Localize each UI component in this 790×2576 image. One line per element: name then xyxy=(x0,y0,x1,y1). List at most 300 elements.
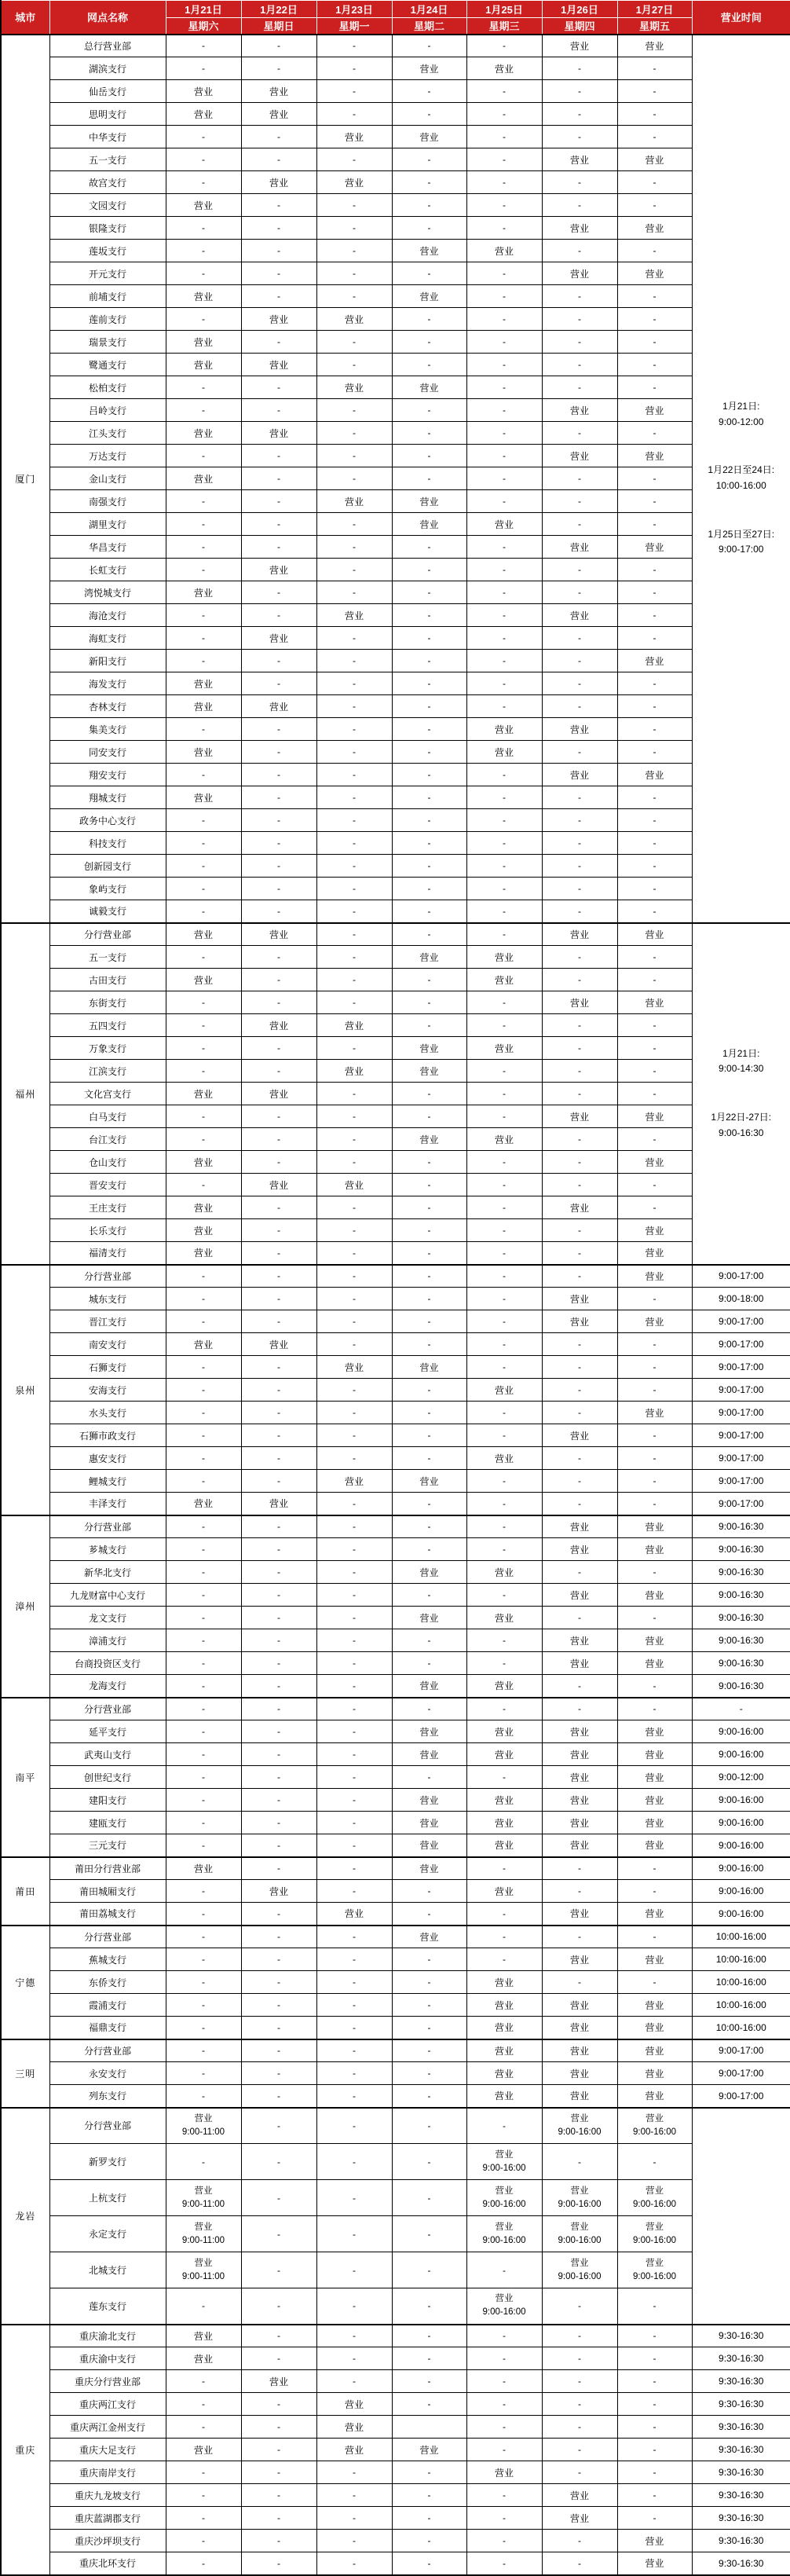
day-status-cell xyxy=(617,2216,692,2252)
day-status-cell: - xyxy=(166,2461,241,2484)
day-status-cell: - xyxy=(542,855,617,878)
table-row xyxy=(1,1584,790,1607)
day-status-cell: - xyxy=(241,718,316,741)
table-row xyxy=(1,1242,790,1265)
hours-cell: 10:00-16:00 xyxy=(692,1994,790,2017)
day-status-cell: 营业 xyxy=(316,604,392,627)
day-status-cell: 营业 xyxy=(617,1538,692,1561)
day-status-cell: - xyxy=(392,581,466,604)
table-row xyxy=(1,2416,790,2439)
day-status-cell: - xyxy=(316,1493,392,1515)
day-status-cell: 营业 xyxy=(241,1333,316,1356)
day-status-cell: - xyxy=(617,1447,692,1470)
status-line: 营业 xyxy=(166,2186,241,2197)
branch-name-cell: 建阳支行 xyxy=(49,1789,166,1812)
day-status-cell: 营业 xyxy=(166,1242,241,1265)
day-status-cell: - xyxy=(166,35,241,57)
day-status-cell: - xyxy=(166,2370,241,2393)
day-status-cell: - xyxy=(542,467,617,490)
branch-name-cell: 王庄支行 xyxy=(49,1196,166,1219)
day-status-cell: - xyxy=(166,1720,241,1743)
day-status-cell: 营业 xyxy=(617,262,692,285)
table-row xyxy=(1,445,790,467)
day-status-cell: - xyxy=(241,2461,316,2484)
day-status-cell: - xyxy=(392,103,466,126)
hours-line: 1月21日: xyxy=(719,1048,763,1061)
day-status-cell: - xyxy=(617,1083,692,1105)
table-row xyxy=(1,1447,790,1470)
day-status-cell: - xyxy=(466,148,542,171)
day-status-cell: - xyxy=(466,1470,542,1493)
status-line: 营业 xyxy=(543,2222,617,2233)
day-status-cell: - xyxy=(166,1105,241,1128)
day-status-cell: 营业 xyxy=(617,2039,692,2062)
table-row xyxy=(1,1333,790,1356)
day-status-cell: 营业 xyxy=(166,1151,241,1174)
branch-name-cell: 永定支行 xyxy=(49,2216,166,2252)
hours-cell: 9:00-17:00 xyxy=(692,1265,790,1288)
branch-name-cell: 重庆大足支行 xyxy=(49,2439,166,2461)
day-status-cell: 营业 xyxy=(542,1584,617,1607)
day-status-cell: - xyxy=(166,650,241,672)
branch-name-cell: 江头支行 xyxy=(49,422,166,445)
day-status-cell: 营业 xyxy=(617,923,692,946)
day-status-cell: - xyxy=(316,1242,392,1265)
day-status-cell: - xyxy=(166,2393,241,2416)
day-status-cell: - xyxy=(316,1083,392,1105)
day-status-cell: 营业 xyxy=(166,422,241,445)
day-status-cell: 营业 xyxy=(542,148,617,171)
day-status-cell: 营业 xyxy=(617,217,692,240)
day-status-cell: - xyxy=(542,2144,617,2180)
day-status-cell: 营业 xyxy=(617,2552,692,2575)
day-status-cell: - xyxy=(466,445,542,467)
day-status-cell: 营业 xyxy=(316,2439,392,2461)
table-row xyxy=(1,2439,790,2461)
day-status-cell: - xyxy=(241,2393,316,2416)
day-status-cell: - xyxy=(166,513,241,536)
day-status-cell: 营业 xyxy=(466,718,542,741)
day-status-cell: - xyxy=(316,1288,392,1310)
day-status-cell: - xyxy=(617,969,692,991)
branch-name-cell: 上杭支行 xyxy=(49,2180,166,2216)
day-status-cell: - xyxy=(316,2180,392,2216)
day-status-cell: - xyxy=(466,650,542,672)
table-row xyxy=(1,1652,790,1675)
day-status-cell: - xyxy=(166,1402,241,1424)
day-status-cell: - xyxy=(392,1994,466,2017)
day-status-cell: - xyxy=(316,969,392,991)
day-status-cell: - xyxy=(542,376,617,399)
table-row xyxy=(1,1834,790,1857)
table-row xyxy=(1,786,790,809)
day-status-cell: - xyxy=(542,1675,617,1698)
status-line: 营业 xyxy=(618,2186,692,2197)
day-status-cell: - xyxy=(392,786,466,809)
table-row xyxy=(1,513,790,536)
day-status-cell: - xyxy=(316,1128,392,1151)
table-row xyxy=(1,240,790,262)
day-status-cell: - xyxy=(166,900,241,923)
day-status-cell: - xyxy=(617,2461,692,2484)
hours-cell: 10:00-16:00 xyxy=(692,2017,790,2039)
table-row xyxy=(1,2461,790,2484)
day-status-cell: - xyxy=(392,2461,466,2484)
day-status-cell: 营业 xyxy=(466,240,542,262)
city-cell: 漳州 xyxy=(1,1515,49,1698)
day-status-cell: - xyxy=(542,1447,617,1470)
day-status-cell: - xyxy=(166,2085,241,2108)
table-row xyxy=(1,1151,790,1174)
day-status-cell: - xyxy=(241,1857,316,1880)
day-status-cell: - xyxy=(392,1698,466,1720)
day-status-cell: - xyxy=(392,2144,466,2180)
day-status-cell: - xyxy=(241,513,316,536)
day-status-cell: - xyxy=(166,1789,241,1812)
hours-block xyxy=(711,1112,771,1139)
day-status-cell: 营业 xyxy=(392,1675,466,1698)
day-status-cell: - xyxy=(542,559,617,581)
day-status-cell: - xyxy=(166,1948,241,1971)
header-row-dates xyxy=(1,1,790,18)
day-status-cell: - xyxy=(166,217,241,240)
branch-name-cell: 南强支行 xyxy=(49,490,166,513)
day-status-cell: 营业 xyxy=(166,80,241,103)
day-status-cell: - xyxy=(316,57,392,80)
table-row xyxy=(1,1607,790,1629)
branch-name-cell: 安海支行 xyxy=(49,1379,166,1402)
day-status-cell: - xyxy=(542,285,617,308)
branch-name-cell: 翔安支行 xyxy=(49,764,166,786)
day-status-cell: 营业 xyxy=(241,308,316,331)
day-status-cell: - xyxy=(392,194,466,217)
table-row xyxy=(1,57,790,80)
day-status-cell: - xyxy=(241,2062,316,2085)
day-status-cell: - xyxy=(316,786,392,809)
day-status-cell: - xyxy=(316,1675,392,1698)
hours-cell: 9:30-16:30 xyxy=(692,2461,790,2484)
day-status-cell: 营业 xyxy=(392,490,466,513)
day-status-cell: - xyxy=(166,946,241,969)
day-status-cell: - xyxy=(392,2393,466,2416)
day-status-cell: 营业 xyxy=(166,581,241,604)
table-row xyxy=(1,991,790,1014)
branch-name-cell: 象屿支行 xyxy=(49,878,166,900)
day-status-cell: - xyxy=(466,35,542,57)
day-status-cell: - xyxy=(392,1219,466,1242)
day-status-cell: 营业 xyxy=(617,1812,692,1834)
day-status-cell xyxy=(166,2108,241,2144)
day-status-cell: - xyxy=(392,1538,466,1561)
day-status-cell: 营业 xyxy=(166,1196,241,1219)
day-status-cell: 营业 xyxy=(617,1265,692,1288)
day-status-cell: - xyxy=(466,1948,542,1971)
day-status-cell: - xyxy=(241,1607,316,1629)
header-date: 1月21日 xyxy=(166,1,241,18)
day-status-cell: - xyxy=(542,1242,617,1265)
day-status-cell: - xyxy=(542,1128,617,1151)
table-row xyxy=(1,1857,790,1880)
table-row xyxy=(1,399,790,422)
day-status-cell: - xyxy=(542,2288,617,2325)
day-status-cell: - xyxy=(542,2393,617,2416)
day-status-cell: - xyxy=(316,855,392,878)
day-status-cell: - xyxy=(166,1766,241,1789)
hours-cell: 9:00-16:30 xyxy=(692,1652,790,1675)
branch-name-cell: 银隆支行 xyxy=(49,217,166,240)
day-status-cell: - xyxy=(617,57,692,80)
day-status-cell: - xyxy=(241,581,316,604)
branch-name-cell: 古田支行 xyxy=(49,969,166,991)
day-status-cell: - xyxy=(392,1174,466,1196)
table-row xyxy=(1,2017,790,2039)
day-status-cell: - xyxy=(241,285,316,308)
day-status-cell: - xyxy=(241,1219,316,1242)
day-status-cell: - xyxy=(241,2144,316,2180)
status-with-hours xyxy=(166,2186,241,2211)
day-status-cell: - xyxy=(241,2216,316,2252)
day-status-cell: - xyxy=(392,1105,466,1128)
day-status-cell: 营业 xyxy=(466,946,542,969)
day-status-cell: 营业 xyxy=(466,2085,542,2108)
day-status-cell: - xyxy=(466,900,542,923)
status-with-hours xyxy=(618,2186,692,2211)
city-cell: 宁德 xyxy=(1,1926,49,2039)
day-status-cell: - xyxy=(392,262,466,285)
day-status-cell: - xyxy=(617,2484,692,2507)
day-status-cell: 营业 xyxy=(316,1903,392,1926)
day-status-cell: 营业 xyxy=(466,1037,542,1060)
status-with-hours xyxy=(166,2258,241,2283)
day-status-cell: - xyxy=(392,878,466,900)
city-cell: 三明 xyxy=(1,2039,49,2108)
day-status-cell: - xyxy=(241,1310,316,1333)
branch-name-cell: 莆田分行营业部 xyxy=(49,1857,166,1880)
hours-cell: 10:00-16:00 xyxy=(692,1926,790,1948)
day-status-cell: 营业 xyxy=(392,1470,466,1493)
hours-text xyxy=(693,1048,790,1139)
day-status-cell: - xyxy=(466,2439,542,2461)
day-status-cell: - xyxy=(617,171,692,194)
day-status-cell: - xyxy=(316,2461,392,2484)
day-status-cell: - xyxy=(392,650,466,672)
day-status-cell: - xyxy=(316,1834,392,1857)
day-status-cell: 营业 xyxy=(316,1470,392,1493)
status-line: 9:00-16:00 xyxy=(543,2199,617,2211)
day-status-cell: - xyxy=(617,1037,692,1060)
day-status-cell: - xyxy=(241,1424,316,1447)
day-status-cell: - xyxy=(542,1151,617,1174)
header-weekday: 星期四 xyxy=(542,18,617,35)
table-row xyxy=(1,2062,790,2085)
header-weekday: 星期日 xyxy=(241,18,316,35)
table-row xyxy=(1,604,790,627)
branch-name-cell: 福鼎支行 xyxy=(49,2017,166,2039)
day-status-cell: 营业 xyxy=(316,1356,392,1379)
branch-name-cell: 华昌支行 xyxy=(49,536,166,559)
branch-name-cell: 台江支行 xyxy=(49,1128,166,1151)
day-status-cell: 营业 xyxy=(166,923,241,946)
day-status-cell: - xyxy=(617,878,692,900)
day-status-cell: - xyxy=(617,513,692,536)
day-status-cell: 营业 xyxy=(542,536,617,559)
day-status-cell: 营业 xyxy=(542,923,617,946)
day-status-cell: 营业 xyxy=(392,126,466,148)
day-status-cell: - xyxy=(166,2530,241,2552)
day-status-cell: - xyxy=(466,399,542,422)
day-status-cell: - xyxy=(166,2552,241,2575)
table-row xyxy=(1,2530,790,2552)
day-status-cell: - xyxy=(241,991,316,1014)
day-status-cell: - xyxy=(542,809,617,832)
day-status-cell: 营业 xyxy=(617,536,692,559)
day-status-cell xyxy=(617,2252,692,2288)
table-row xyxy=(1,148,790,171)
branch-name-cell: 分行营业部 xyxy=(49,2108,166,2144)
day-status-cell: 营业 xyxy=(392,513,466,536)
branch-name-cell: 龙海支行 xyxy=(49,1675,166,1698)
day-status-cell: 营业 xyxy=(617,1766,692,1789)
day-status-cell: - xyxy=(542,1607,617,1629)
day-status-cell: - xyxy=(466,923,542,946)
header-weekday: 星期六 xyxy=(166,18,241,35)
day-status-cell: - xyxy=(542,1698,617,1720)
day-status-cell: - xyxy=(316,1219,392,1242)
branch-name-cell: 延平支行 xyxy=(49,1720,166,1743)
branch-name-cell: 分行营业部 xyxy=(49,1926,166,1948)
day-status-cell: - xyxy=(241,1470,316,1493)
day-status-cell: - xyxy=(392,1971,466,1994)
table-row xyxy=(1,1698,790,1720)
branch-name-cell: 重庆渝北支行 xyxy=(49,2325,166,2347)
table-row xyxy=(1,2288,790,2325)
table-row xyxy=(1,650,790,672)
hours-cell: 9:30-16:30 xyxy=(692,2370,790,2393)
day-status-cell: - xyxy=(542,741,617,764)
day-status-cell: 营业 xyxy=(617,1743,692,1766)
table-row xyxy=(1,1196,790,1219)
day-status-cell: 营业 xyxy=(466,2039,542,2062)
day-status-cell: - xyxy=(241,445,316,467)
day-status-cell: - xyxy=(466,695,542,718)
table-row xyxy=(1,1424,790,1447)
hours-cell: 9:30-16:30 xyxy=(692,2416,790,2439)
status-line: 营业 xyxy=(467,2222,542,2233)
hours-cell xyxy=(692,35,790,923)
day-status-cell: - xyxy=(316,1447,392,1470)
day-status-cell: - xyxy=(617,2347,692,2370)
table-row xyxy=(1,194,790,217)
day-status-cell: 营业 xyxy=(241,695,316,718)
hours-line: 9:00-14:30 xyxy=(719,1063,763,1075)
day-status-cell: - xyxy=(316,2108,392,2144)
status-line: 营业 xyxy=(543,2113,617,2125)
day-status-cell: - xyxy=(241,1196,316,1219)
day-status-cell: - xyxy=(617,308,692,331)
hours-cell: 9:00-16:00 xyxy=(692,1903,790,1926)
day-status-cell: - xyxy=(316,80,392,103)
day-status-cell: - xyxy=(466,1014,542,1037)
day-status-cell: - xyxy=(316,1766,392,1789)
day-status-cell: - xyxy=(316,148,392,171)
day-status-cell: - xyxy=(542,2552,617,2575)
branch-name-cell: 科技支行 xyxy=(49,832,166,855)
day-status-cell: - xyxy=(542,194,617,217)
day-status-cell: - xyxy=(316,695,392,718)
day-status-cell: - xyxy=(466,2552,542,2575)
table-row xyxy=(1,1994,790,2017)
day-status-cell: 营业 xyxy=(166,1083,241,1105)
day-status-cell xyxy=(617,2180,692,2216)
day-status-cell: - xyxy=(617,1493,692,1515)
day-status-cell: - xyxy=(542,1402,617,1424)
day-status-cell: - xyxy=(392,80,466,103)
header-date: 1月25日 xyxy=(466,1,542,18)
hours-cell: 9:00-17:00 xyxy=(692,2039,790,2062)
day-status-cell: - xyxy=(466,2507,542,2530)
hours-cell: 9:00-17:00 xyxy=(692,1379,790,1402)
branch-name-cell: 新阳支行 xyxy=(49,650,166,672)
hours-cell: 9:00-17:00 xyxy=(692,1493,790,1515)
day-status-cell: - xyxy=(392,764,466,786)
day-status-cell: - xyxy=(241,1242,316,1265)
day-status-cell: - xyxy=(392,1196,466,1219)
day-status-cell: - xyxy=(166,126,241,148)
table-row xyxy=(1,581,790,604)
day-status-cell: - xyxy=(392,1903,466,1926)
branch-name-cell: 总行营业部 xyxy=(49,35,166,57)
hours-cell: 9:00-17:00 xyxy=(692,1310,790,1333)
day-status-cell: - xyxy=(166,1037,241,1060)
day-status-cell: - xyxy=(166,1060,241,1083)
day-status-cell: - xyxy=(542,1333,617,1356)
day-status-cell: - xyxy=(241,2180,316,2216)
day-status-cell: - xyxy=(166,2144,241,2180)
day-status-cell: - xyxy=(466,103,542,126)
status-line: 9:00-16:00 xyxy=(467,2163,542,2175)
header-date: 1月24日 xyxy=(392,1,466,18)
table-row xyxy=(1,1310,790,1333)
day-status-cell: - xyxy=(542,2416,617,2439)
day-status-cell: 营业 xyxy=(392,2439,466,2461)
day-status-cell: - xyxy=(241,2108,316,2144)
branch-name-cell: 重庆两江支行 xyxy=(49,2393,166,2416)
day-status-cell: - xyxy=(466,1766,542,1789)
hours-block xyxy=(719,1048,763,1075)
branch-name-cell: 霞浦支行 xyxy=(49,1994,166,2017)
day-status-cell: - xyxy=(617,718,692,741)
day-status-cell: 营业 xyxy=(316,2416,392,2439)
day-status-cell: - xyxy=(166,240,241,262)
hours-line: 1月22日至24日: xyxy=(708,464,774,477)
hours-cell: 9:00-16:30 xyxy=(692,1515,790,1538)
table-row xyxy=(1,1629,790,1652)
table-row xyxy=(1,2347,790,2370)
day-status-cell: - xyxy=(316,2144,392,2180)
day-status-cell: 营业 xyxy=(392,1857,466,1880)
day-status-cell: - xyxy=(392,2370,466,2393)
branch-name-cell: 杏林支行 xyxy=(49,695,166,718)
day-status-cell: - xyxy=(617,285,692,308)
branch-name-cell: 台商投资区支行 xyxy=(49,1652,166,1675)
day-status-cell: 营业 xyxy=(617,1629,692,1652)
status-line: 9:00-16:00 xyxy=(543,2235,617,2247)
table-row xyxy=(1,878,790,900)
day-status-cell: - xyxy=(466,1538,542,1561)
day-status-cell: 营业 xyxy=(542,1196,617,1219)
day-status-cell: 营业 xyxy=(241,422,316,445)
day-status-cell: - xyxy=(166,2017,241,2039)
